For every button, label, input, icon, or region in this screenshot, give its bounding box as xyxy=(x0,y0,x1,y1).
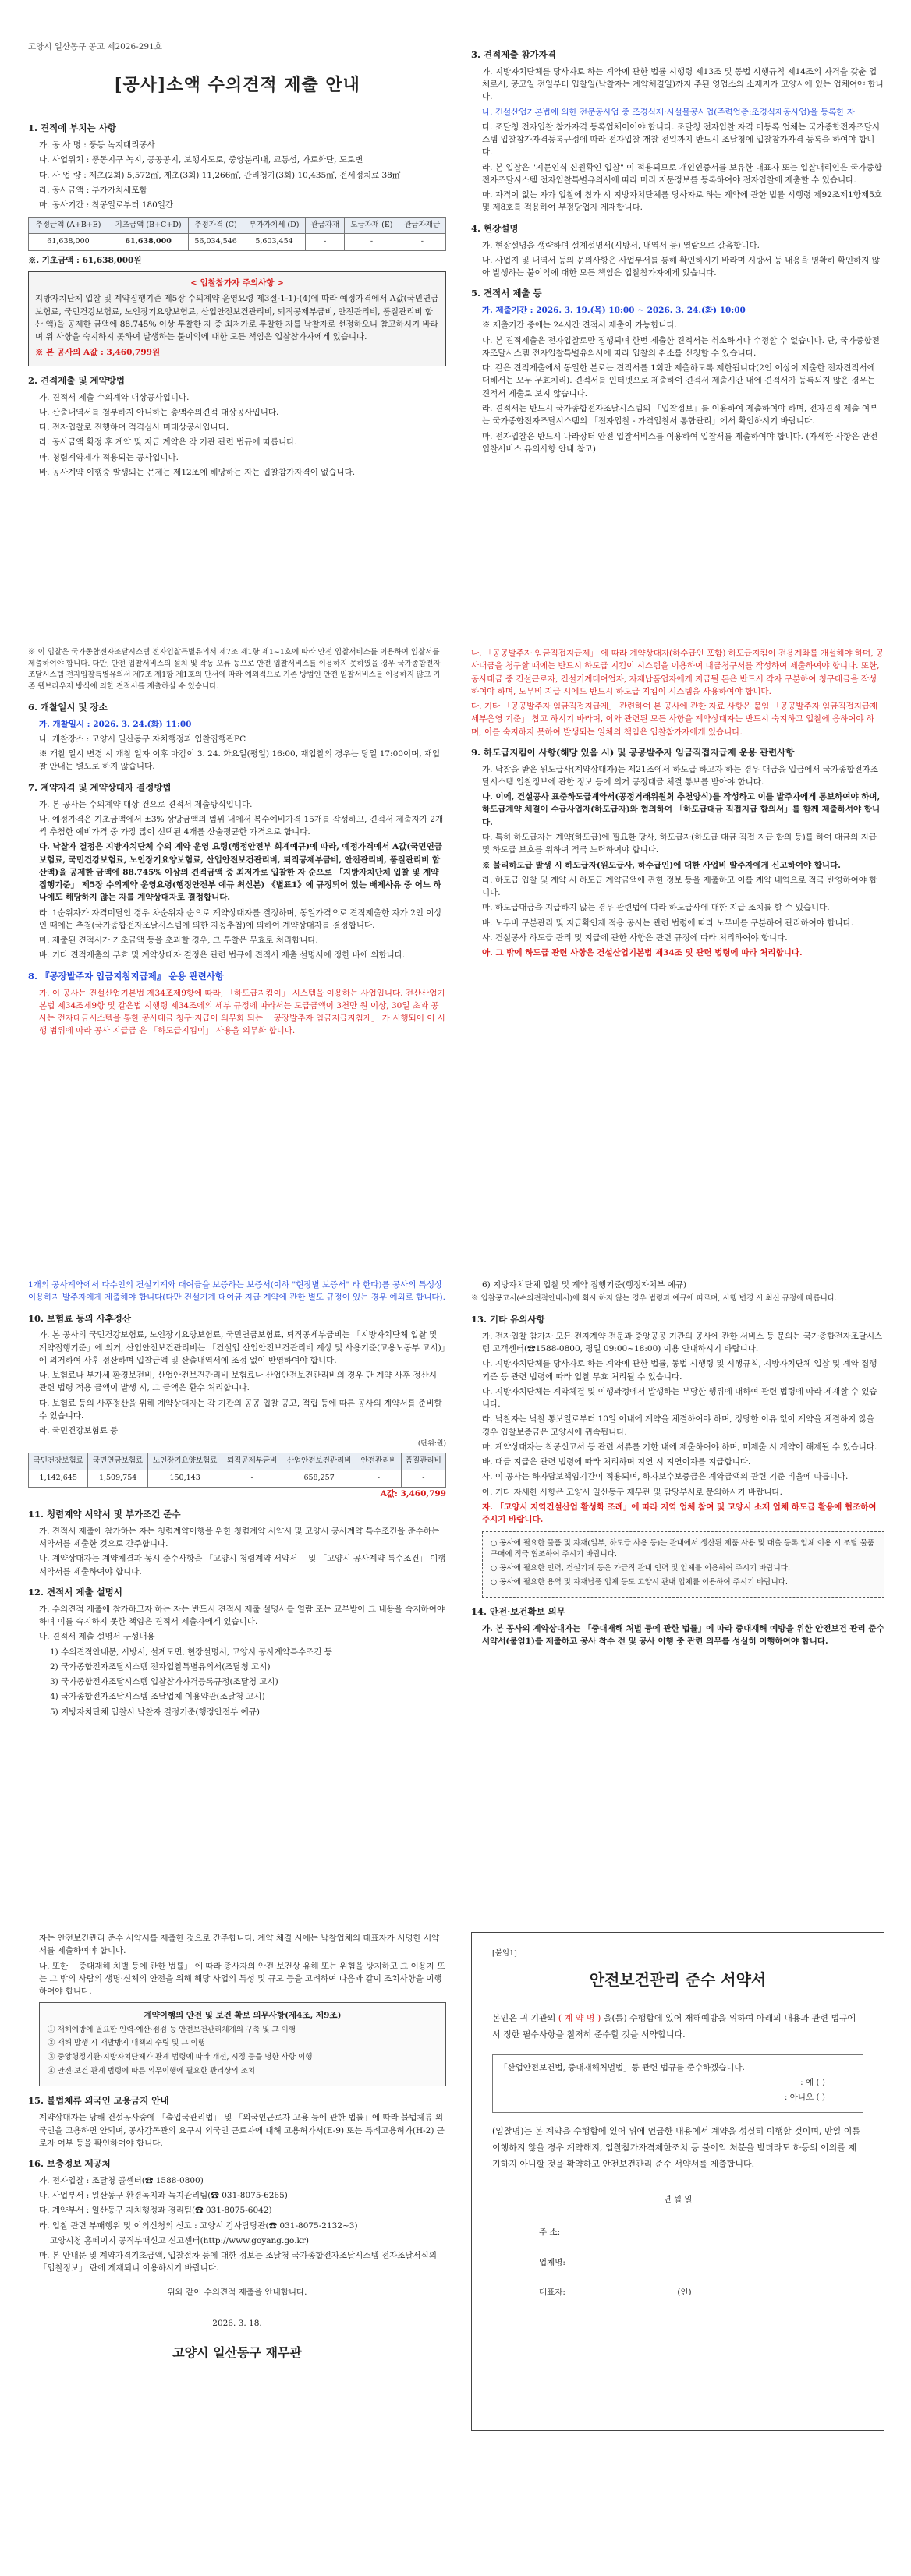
list-item: 나. 견적서 제출 설명서 구성내용 xyxy=(39,1632,155,1642)
list-item: 라. 1순위자가 자격미달인 경우 차순위자 순으로 계약상대자를 결정하며, 동일가격으로 견적제출한 자가 2인 이상인 때에는 추첨(국가종합전자조달시스템에 의한 자동추첨)에 의하여 계약상대자를 결정합니다. xyxy=(39,908,442,930)
list-item: 라. 입찰 관련 부패행위 및 이의신청의 신고 : 고양시 감사담당관(☎ 031-8075-2132~3) xyxy=(39,2220,358,2231)
section-6-heading: 6. 개찰일시 및 장소 xyxy=(28,701,108,713)
guide-text: 지방자치단체 입찰 및 계약집행기준 제5장 수의계약 운영요령 제3절-1-1)-(4)에 따라 예정가격에서 A값(국민연금보험료, 국민건강보험료, 노인장기요양보험료, 산업안전보건관리비, 퇴직공제부금비, 안전관리비, 품질관리비 합산 액)을 공제한 금액에 88.745% 이상 투찰한 자 중 최저가로 투찰한 자를 낙찰자로 선정하오니 참고하시기 바라며 위 사항을 숙지하지 못하여 발생하는 불이익에 대한 모든 책임은 입찰참가자에게 있습니다. xyxy=(35,294,439,342)
list-item: 나. 또한 「중대재해 처벌 등에 관한 법률」 에 따라 종사자의 안전·보건상 유해 또는 위험을 방지하고 그 이용자 또는 그 밖의 사람의 생명·신체의 안전을 위해 해당 사업의 특성 및 규모 등을 고려하여 다음과 같이 조치사항을 이행하여야 합니다. xyxy=(39,1961,445,1997)
section-3-items xyxy=(471,65,884,214)
list-item: ※ 입찰공고서(수의견적안내서)에 회시 하지 않는 경우 법령과 예규에 따르며, 시행 변경 시 최신 규정에 따릅니다. xyxy=(471,1294,838,1304)
list-item: 바. 공사계약 이행중 발생되는 문제는 제12조에 해당하는 자는 입찰참가자격이 없습니다. xyxy=(39,467,356,477)
box-item: ○ 공사에 필요한 인력, 건설기계 등은 가급적 관내 인력 및 업체를 이용하여 주시기 바랍니다. xyxy=(491,1563,790,1573)
table-header: 품질관리비 xyxy=(401,1453,445,1470)
section-12-items xyxy=(28,1603,446,1718)
intro-text: 자는 안전보건관리 준수 서약서를 제출한 것으로 간주합니다. 계약 체결 시에는 낙찰업체의 대표자가 서명한 서약서를 제출하여야 합니다. xyxy=(39,1934,440,1956)
list-item: 나. 사업부서 : 일산동구 환경녹지과 녹지관리팀(☎ 031-8075-6265) xyxy=(39,2191,288,2201)
list-item: 나. 보험료나 부가세 환경보전비, 산업안전보건관리비 보험료나 산업안전보건관리비의 경우 단 계약 사후 정산시 관련 법령 적용 금액이 발생 시, 그 금액은 환수 처리합니다. xyxy=(39,1371,437,1393)
table-cell: 150,143 xyxy=(147,1470,222,1488)
guide-title: < 입찰참가자 주의사항 > xyxy=(190,278,284,288)
list-item: 바. 대금 지급은 관련 법령에 따라 처리하며 지연 시 지연이자를 지급합니다. xyxy=(482,1457,751,1467)
list-item: 가. 이 공사는 건설산업기본법 제34조제9항에 따라, 「하도급지킴이」 시스템을 이용하는 사업입니다. 전산산업기본법 제34조제9항 및 같은법 시행령 제34조에의 세부 규정에 따라서는 도급금액이 3천만 원 이상, 30일 초과 공사는 전자대금시스템을 통한 공사대금 청구·지급이 의무화 되는 「공장발주자 임금지급지침제」 가 시행되어 이 시행 범위에 따라 공사 지급금 은 「하도급지킴이」 사용을 의무화 합니다. xyxy=(39,988,445,1036)
section-6-items xyxy=(28,718,446,773)
list-item: 사. 이 공사는 하자담보책임기간이 적용되며, 하자보수보증금은 계약금액의 관련 기준 비율에 따릅니다. xyxy=(482,1472,849,1482)
table-header: 노인장기요양보험료 xyxy=(147,1453,222,1470)
table-header: 도급자재 (E) xyxy=(345,217,399,234)
section-7-heading: 7. 계약자격 및 계약상대자 결정방법 xyxy=(28,781,172,793)
table-header: 추정금액 (A+B+E) xyxy=(29,217,108,234)
list-item: 마. 계약상대자는 착공신고서 등 관련 서류를 기한 내에 제출하여야 하며, 미제출 시 계약이 해제될 수 있습니다. xyxy=(482,1442,877,1452)
list-item: 라. 하도급 입찰 및 계약 시 하도급 계약금액에 관한 정보 등을 제출하고 이를 계약 내역으로 적극 반영하여야 합니다. xyxy=(482,875,877,898)
list-item: 다. 특히 하도급자는 계약(하도급)에 필요한 당사, 하도급자(하도급 대금 직접 지급 합의 등)를 하여 대금의 지급 및 하도급 보호를 위하여 적극 노력하여야 합니다. xyxy=(482,833,877,855)
list-item: 마. 전자입찰은 반드시 나라장터 안전 입찰서비스를 이용하여 입찰서를 제출하여야 합니다. (자세한 사항은 안전 입찰서비스 유의사항 안내 참고) xyxy=(482,431,878,454)
list-item: 자. 「고양시 지역건설산업 활성화 조례」에 따라 지역 업체 참여 및 고양시 소재 업체 하도급 활용에 협조하여 주시기 바랍니다. xyxy=(482,1502,877,1525)
table-header: 관급자재 xyxy=(306,217,345,234)
list-item: 마. 본 안내문 및 계약가격기초금액, 입찰절차 등에 대한 정보는 조달청 국가종합전자조달시스템 전자조달서식의 「입찰정보」 란에 게재되니 이용하시기 바랍니다. xyxy=(39,2251,437,2273)
list-item: 다. 사 업 량 : 제초(2회) 5,572㎡, 제초(3회) 11,266㎡, 관리청가(3회) 10,435㎡, 전세정치료 38㎡ xyxy=(39,170,401,180)
box-item: ○ 공사에 필요한 물품 및 자재(일부, 하도급 사용 등)는 관내에서 생산된 제품 사용 및 대출 등록 업체 이용 시 조달 물품 구매에 적극 협조하여 주시기 바랍니다. xyxy=(491,1538,875,1559)
box-title: 계약이행의 안전 및 보건 확보 의무사항(제4조, 제9조) xyxy=(144,2011,342,2021)
list-item: 나. 이에, 건설공사 표준하도급계약서(공정거래위원회 추천양식)를 작성하고 이를 발주자에게 통보하여야 하며, 하도급계약 체결이 수급사업자(하도급자)와 협의하여 「하도급대금 직접지급 합의서」를 함께 제출하셔야 합니다. xyxy=(482,792,881,827)
left-column-middle xyxy=(28,647,446,1040)
pledge-form xyxy=(471,1932,884,2431)
section-2-note: ※ 이 입찰은 국가종합전자조달시스템 전자입찰특별유의서 제7조 제1항 제1~1호에 따라 안전 입찰서비스를 이용하여 입찰서를 제출하여야 합니다. 다만, 안전 입찰서비스의 설치 및 작동 오류 등으로 안전 입찰서비스를 이용하지 못하였을 경우 국가종합전자조달시스템 전자입찰특별유의서 제7조 제1항 제1호의 단서에 따라 예외적으로 기존 방법인 안전 입찰서비스를 이용하지 않고 기존 웹브라우저 방식에 의한 견적서를 제출하실 수 있습니다. xyxy=(28,648,441,692)
table-cell: 61,638,000 xyxy=(108,234,189,251)
table-cell: - xyxy=(399,234,445,251)
table-header: 산업안전보건관리비 xyxy=(282,1453,356,1470)
table-cell: - xyxy=(222,1470,282,1488)
table-cell: 658,257 xyxy=(282,1470,356,1488)
insurance-table xyxy=(28,1453,446,1487)
seal-mark: (인) xyxy=(677,2287,692,2297)
table-cell: 1,142,645 xyxy=(29,1470,88,1488)
attachment-tag: [붙임1] xyxy=(492,1949,517,1958)
list-item: 4) 국가종합전자조달시스템 조달업체 이용약관(조달청 고시) xyxy=(50,1692,265,1702)
list-item: 고양시청 홈페이지 공직부패신고 신고센터(http://www.goyang.go.kr) xyxy=(50,2235,310,2245)
section-2-heading: 2. 견적제출 및 계약방법 xyxy=(28,374,125,386)
law-compliance-box xyxy=(492,2054,863,2114)
table-header: 안전관리비 xyxy=(356,1453,401,1470)
right-column-middle xyxy=(471,647,884,961)
list-item: 다. 같은 견적제출에서 동일한 분로는 견적서를 1회만 제출하도록 제한됩니다(2인 이상이 제출한 전자견적서에 대해서는 모두 무효처리). 견적서를 인터넷으로 제출하여 견적서 제출시간 내에 견적서가 등록되지 않은 경우는 견적서 제출로 보지 않습니다. xyxy=(482,363,875,398)
no-option[interactable]: : 아니오 ( ) xyxy=(784,2093,825,2103)
list-item: 나. 계약상대자는 계약체결과 동시 준수사항을 「고양시 청렴계약 서약서」 및 「고양시 공사계약 특수조건」 이행 서약서를 제출하여야 합니다. xyxy=(39,1554,446,1576)
table-header: 추정가격 (C) xyxy=(189,217,243,234)
section-2-items xyxy=(28,391,446,479)
contract-name-field[interactable]: ( 계 약 명 ) xyxy=(558,2012,601,2023)
list-item: 바. 기타 견적제출의 무효 및 계약상대자 결정은 관련 법규에 견적서 제출 설명서에 정한 바에 의합니다. xyxy=(39,950,406,961)
list-item: ※ 제출기간 중에는 24시간 견적서 제출이 가능합니다. xyxy=(482,320,678,331)
list-item: 다. 조달청 전자입찰 참가자격 등록업체이어야 합니다. 조달청 전자입찰 자격 미등록 업체는 국가종합전자조달시스템 입찰참가자격등록규정에 따라 전자입찰 개찰 전일까지 반드시 조달청에 입찰참가자격 등록을 하여야 합니다. xyxy=(482,122,880,157)
list-item: 가. 전자입찰 참가자 모든 전자계약 전문과 중앙공공 기관의 공사에 관한 서비스 등 문의는 국가종합전자조달시스템 고객센터(☎1588-0800, 평일 09:00~18:00) 이용 안내하시기 바랍니다. xyxy=(482,1331,883,1354)
guide-a-value: ※ 본 공사의 A값 : 3,460,799원 xyxy=(35,347,161,357)
list-item: 다. 전자입찰로 진행하며 적격심사 미대상공사입니다. xyxy=(39,423,229,433)
section-15-heading: 15. 불법체류 외국인 고용금지 안내 xyxy=(28,2095,169,2107)
table-cell: 61,638,000 xyxy=(29,234,108,251)
pledge-text: 을(를) 수행함에 있어 재해예방을 위하여 아래의 내용과 관련 법규에서 정한 필수사항을 철저히 준수할 것을 서약합니다. xyxy=(492,2012,856,2040)
table-header: 퇴직공제부금비 xyxy=(222,1453,282,1470)
list-item: 마. 청렴계약제가 적용되는 공사입니다. xyxy=(39,452,179,462)
list-item: 2) 국가종합전자조달시스템 전자입찰특별유의서(조달청 고시) xyxy=(50,1661,271,1672)
notice-header: 고양시 일산동구 공고 제2026-291호 xyxy=(28,42,162,51)
list-item: 6) 지방자치단체 입찰 및 계약 집행기준(행정자치부 예규) xyxy=(482,1280,687,1290)
table-cell: - xyxy=(345,234,399,251)
section-14-heading: 14. 안전·보건확보 의무 xyxy=(471,1606,565,1618)
table-header: 관급자재금 xyxy=(399,217,445,234)
list-item: 아. 그 밖에 하도급 관련 사항은 건설산업기본법 제34조 및 관련 법령에 따라 처리합니다. xyxy=(482,948,803,958)
section-14-items xyxy=(471,1622,884,1648)
list-item: 라. 공사금액 확정 후 계약 및 지급 계약은 각 기관 관련 법규에 따릅니다. xyxy=(39,437,297,448)
section-8b-text2: 다. 기타 「공공발주자 임금직접지급제」 관련하여 본 공사에 관한 자료 사항은 붙임 「공공발주자 임금직접지급제 세부운영 기준」 참고 하시기 바라며, 이와 관련된 모든 사항을 계약상대자는 반드시 숙지하고 입찰에 응하여야 하며, 이를 숙지하지 못하여 발생되는 일체의 책임은 입찰참가자에게 있습니다. xyxy=(471,702,878,737)
table-unit: (단위:원) xyxy=(417,1440,446,1449)
table-cell: - xyxy=(401,1470,445,1488)
list-item: 나. 사업지 및 내역서 등의 문의사항은 사업부서를 통해 확인하시기 바라며 시방서 등 내용을 명확히 확인하지 않아 발생하는 불이익에 대한 모든 책임은 입찰참가자에게 있습니다. xyxy=(482,255,880,278)
table-cell: - xyxy=(356,1470,401,1488)
section-5-heading: 5. 견적서 제출 등 xyxy=(471,288,542,299)
section-4-heading: 4. 현장설명 xyxy=(471,222,519,234)
list-item: 3) 국가종합전자조달시스템 입찰참가자격등록규정(조달청 고시) xyxy=(50,1677,278,1687)
list-item: 가. 본 공사의 계약상대자는 「중대재해 처벌 등에 관한 법률」에 따라 중대재해 예방을 위한 안전보건 관리 준수 서약서(붙임1)를 제출하고 공사 착수 전 및 공사 이행 중 관련 의무를 성실히 이행하여야 합니다. xyxy=(482,1624,884,1647)
table-header: 부가가치세 (D) xyxy=(243,217,305,234)
cost-table xyxy=(28,217,446,251)
list-item: 사. 건설공사 하도급 관리 및 지급에 관한 사항은 관련 규정에 따라 처리하여야 합니다. xyxy=(482,932,788,943)
section-7-items xyxy=(28,798,446,962)
pledge-title: 안전보건관리 준수 서약서 xyxy=(589,1969,767,1989)
box-item: ① 재해예방에 필요한 인력·예산·점검 등 안전보건관리체계의 구축 및 그 이행 xyxy=(48,2025,296,2034)
section-16-items xyxy=(28,2174,446,2275)
list-item: 아. 기타 자세한 사항은 고양시 일산동구 재무관 및 담당부서로 문의하시기 바랍니다. xyxy=(482,1487,782,1497)
base-amount: ※. 기초금액 : 61,638,000원 xyxy=(28,255,142,265)
list-item: 라. 낙찰자는 낙찰 통보일로부터 10일 이내에 계약을 체결하여야 하며, 정당한 이유 없이 계약을 체결하지 않을 경우 입찰보증금은 고양시에 귀속됩니다. xyxy=(482,1414,874,1437)
section-1-items xyxy=(28,139,446,211)
table-header: 기초금액 (B+C+D) xyxy=(108,217,189,234)
address-field[interactable]: 주 소: xyxy=(539,2227,561,2238)
table-header: 국민건강보험료 xyxy=(29,1453,88,1470)
table-cell: 5,603,454 xyxy=(243,234,305,251)
section-13-heading: 13. 기타 유의사항 xyxy=(471,1313,545,1325)
list-item: 가. 수의견적 제출에 참가하고자 하는 자는 반드시 견적서 제출 설명서를 열람 또는 교부받아 그 내용을 숙지하여야 하며 이를 숙지하지 못한 책임은 견적서 제출자에게 있습니다. xyxy=(39,1604,445,1627)
list-item: 마. 하도급대금을 지급하지 않는 경우 관련법에 따라 하도급사에 대한 지급 조치를 할 수 있습니다. xyxy=(482,903,830,913)
list-item: 나. 산출내역서를 첨부하지 아니하는 총액수의견적 대상공사입니다. xyxy=(39,407,279,417)
left-column-top xyxy=(28,41,446,481)
list-item: 라. 공사금액 : 부가가치세포함 xyxy=(39,185,147,195)
list-item: 1) 수의견적안내문, 시방서, 설계도면, 현장설명서, 고양시 공사계약특수조건 등 xyxy=(50,1647,332,1657)
box-item: ③ 중앙행정기관·지방자치단체가 관계 법령에 따라 개선, 시정 등을 명한 사항 이행 xyxy=(48,2053,313,2062)
representative-label[interactable]: 대표자: xyxy=(539,2287,565,2297)
pledge-frame xyxy=(471,1932,884,2431)
list-item: 가. 견적서 제출에 참가하는 자는 청렴계약이행을 위한 청렴계약 서약서 및 고양시 공사계약 특수조건을 준수하는 서약서를 제출한 것으로 간주합니다. xyxy=(39,1526,440,1549)
list-item: 라. 견적서는 반드시 국가종합전자조달시스템의 「입찰정보」를 이용하여 제출하여야 하며, 전자견적 제출 여부는 국가종합전자조달시스템의 「전자입찰 - 가격입찰서 통합관리」에서 확인하시기 바랍니다. xyxy=(482,404,878,426)
list-item: 나. 본 견적제출은 전자입찰로만 집행되며 한번 제출한 견적서는 취소하거나 수정할 수 없습니다. 단, 국가종합전자조달시스템 전자입찰특별유의서에 따라 입찰의 취소를 신청할 수 있습니다. xyxy=(482,335,880,358)
issuer-name: 고양시 일산동구 재무관 xyxy=(172,2345,302,2361)
table-cell: 1,509,754 xyxy=(88,1470,147,1488)
list-item: 가. 지방자치단체를 당사자로 하는 계약에 관한 법률 시행령 제13조 및 동법 시행규칙 제14조의 자격을 갖춘 업체로서, 공고일 전일부터 입찰일(낙찰자는 계약체결일)까지 주된 영업소의 소재지가 고양시에 있는 업체여야 합니다. xyxy=(482,66,884,102)
obligation-box xyxy=(39,2002,446,2086)
list-item: 라. 본 입찰은 "지문인식 신원확인 입찰" 이 적용되므로 개인인증서를 보유한 대표자 또는 입찰대리인은 국가종합전자조달시스템 전자입찰특별유의서에 따라 미리 지문정보를 등록하여야 전자입찰에 제출할 수 있습니다. xyxy=(482,162,882,185)
right-column-top xyxy=(471,41,884,458)
section-5-items xyxy=(471,304,884,455)
list-item: 가. 본 공사는 수의계약 대상 건으로 견적서 제출방식입니다. xyxy=(39,799,253,809)
left-column-bottom xyxy=(28,1932,446,2363)
table-cell: - xyxy=(306,234,345,251)
list-item: 라. 국민건강보험료 등 xyxy=(39,1426,119,1436)
list-item: 가. 개찰일시 : 2026. 3. 24.(화) 11:00 xyxy=(39,719,192,729)
pledge-paragraph-2: (입찰명)는 본 계약을 수행함에 있어 위에 언급한 내용에서 계약을 성실히 이행할 것이며, 만일 이를 이행하지 않을 경우 계약해지, 입찰참가자격제한조치 등 불이익 처분을 받더라도 하등의 이의를 제기하지 아니할 것을 확약하고 안전보건관리 준수 서약서를 제출합니다. xyxy=(492,2126,860,2170)
list-item: 마. 제출된 견적서가 기초금액 등을 초과할 경우, 그 투찰은 무효로 처리합니다. xyxy=(39,936,318,946)
section-4-items xyxy=(471,239,884,280)
list-item: 나. 개찰장소 : 고양시 일산동구 자치행정과 입찰집행관PC xyxy=(39,734,246,744)
list-item: 가. 공 사 명 : 풍동 녹지대리공사 xyxy=(39,140,155,150)
list-item: 나. 사업위치 : 풍동지구 녹지, 공공공지, 보행자도로, 중앙분리대, 교통섬, 가로화단, 도로변 xyxy=(39,155,363,165)
section-3-heading: 3. 견적제출 참가자격 xyxy=(471,49,556,60)
local-business-box xyxy=(482,1531,884,1598)
box-item: ② 재해 발생 시 재발방지 대책의 수립 및 그 이행 xyxy=(48,2039,205,2048)
list-item: 가. 견적서 제출 수의계약 대상공사입니다. xyxy=(39,392,190,402)
list-item: 바. 노무비 구분관리 및 지급확인제 적용 공사는 관련 법령에 따라 노무비를 구분하여 관리하여야 합니다. xyxy=(482,918,854,928)
pledge-text: 본인은 귀 기관의 xyxy=(492,2012,556,2023)
list-item: 다. 보험료 등의 사후정산을 위해 계약상대자는 각 기관의 공공 입찰 공고, 적립 등에 따른 공사의 계약서를 준비할 수 있습니다. xyxy=(39,1398,442,1421)
representative-field xyxy=(539,2286,863,2298)
section-8-items xyxy=(28,987,446,1038)
section-8-heading: 8. 『공장발주자 입금지침지급제』 운용 관련사항 xyxy=(28,970,224,982)
section-13-items xyxy=(471,1330,884,1598)
list-item: 가. 현장설명을 생략하며 설계설명서(시방서, 내역서 등) 열람으로 갈음합니다. xyxy=(482,240,760,250)
list-item: 다. 지방자치단체는 계약체결 및 이행과정에서 발생하는 부당한 행위에 대하여 관련 법령에 따라 제재할 수 있습니다. xyxy=(482,1386,877,1410)
section-9-items xyxy=(471,763,884,960)
list-item: 마. 공사기간 : 착공일로부터 180일간 xyxy=(39,200,174,211)
bidder-guide-box xyxy=(28,271,446,366)
section-11-heading: 11. 청렴계약 서약서 및 부가조건 준수 xyxy=(28,1509,181,1520)
issue-date: 2026. 3. 18. xyxy=(212,2319,262,2329)
law-question: 「산업안전보건법, 중대재해처벌법」등 관련 법규를 준수하겠습니다. xyxy=(499,2062,745,2072)
section-12-heading: 12. 견적서 제출 설명서 xyxy=(28,1586,122,1598)
section-9-heading: 9. 하도급지킴이 사항(해당 있음 시) 및 공공발주자 임금직접지급제 운용 관련사항 xyxy=(471,746,795,758)
list-item: ※ 개찰 일시 변경 시 개찰 일자 이후 마감이 3. 24. 화요일(평일) 16:00, 재입찰의 경우는 당일 17:00이며, 재입찰 안내는 별도로 하지 않습니다. xyxy=(39,749,441,772)
section-8b-text: 나. 「공공발주자 임금직접지급제」 에 따라 계약상대자(하수급인 포함) 하도급지킴이 전용계좌를 개설해야 하며, 공사대금을 청구할 때에는 반드시 하도급 지킴이 시스템을 이용하여 대금청구서를 작성하여 제출하여야 합니다. 또한, 공사대금 중 건설근로자, 건설기계대여업자, 자재납품업자에게 지급될 돈은 반드시 각자 구분하여 청구대금을 작성하여야 하며, 노무비 지급 시에도 반드시 하도급 지킴이 시스템을 사용하여야 합니다. xyxy=(471,649,884,696)
left-column-lower xyxy=(28,1279,446,1721)
pledge-paragraph-1 xyxy=(492,2011,863,2043)
section-10-heading: 10. 보험료 등의 사후정산 xyxy=(28,1312,131,1324)
section-16-heading: 16. 보충정보 제공처 xyxy=(28,2158,111,2170)
company-field[interactable]: 업체명: xyxy=(539,2257,565,2267)
list-item: ※ 불리하도급 발생 시 하도급자(원도급사, 하수급인)에 대한 사업비 발주자에게 신고하여야 합니다. xyxy=(482,860,841,870)
table-header: 국민연금보험료 xyxy=(88,1453,147,1470)
list-item: 다. 계약부서 : 일산동구 자치행정과 경리팀(☎ 031-8075-6042) xyxy=(39,2206,272,2216)
section-15-text: 계약상대자는 당해 건설공사중에 「출입국관리법」 및 「외국인근로자 고용 등에 관한 법률」에 따라 불법체류 외국인을 고용하면 안되며, 공사감독관의 요구시 외국인 근로자에 대해 고용허가서(E-9) 또는 특례고용허가(H-2) 근로자 여부 등을 확인하여야 합니다. xyxy=(39,2113,445,2148)
list-item: 가. 본 공사의 국민건강보험료, 노인장기요양보험료, 국민연금보험료, 퇴직공제부금비는 「지방자치단체 입찰 및 계약집행기준」에 의거, 산업안전보건관리비는 「건설업 산업안전보건관리비 계상 및 사용기준(고용노동부 고시)」에 의거하여 사후 정산하며 입찰금액 및 산출내역서에 조정 없이 반영하여야 합니다. xyxy=(39,1330,445,1365)
section-10-items xyxy=(28,1329,446,1437)
yes-option[interactable]: : 예 ( ) xyxy=(800,2077,825,2087)
list-item: 가. 낙찰을 받은 원도급사(계약상대자)는 제21조에서 하도급 하고자 하는 경우 대금을 입금에서 국가종합전자조달시스템 입찰정보에 관한 정보 등에 의거 공정대금 체결 통보를 받아야 합니다. xyxy=(482,764,878,787)
list-item: 가. 제출기간 : 2026. 3. 19.(목) 10:00 ~ 2026. 3. 24.(화) 10:00 xyxy=(482,306,746,316)
section-8-extra: 1개의 공사계약에서 다수인의 건설기계와 대여금을 보증하는 보증서(이하 "현장별 보증서" 라 한다)를 공사의 특성상 이용하지 발주자에게 제출해야 합니다(다만 건설기계 대여금 지급 계약에 관한 별도 규정이 있는 경우 예외로 합니다). xyxy=(28,1280,445,1303)
right-column-lower xyxy=(471,1279,884,1651)
section-1-heading: 1. 견적에 부치는 사항 xyxy=(28,122,116,134)
list-item: 나. 지방자치단체를 당사자로 하는 계약에 관한 법률, 동법 시행령 및 시행규칙, 지방자치단체 입찰 및 계약 집행기준 등 관련 법령에 따라 입찰 무효 처리될 수 있습니다. xyxy=(482,1359,877,1382)
section-11-items xyxy=(28,1525,446,1578)
list-item: 나. 예정가격은 기초금액에서 ±3% 상당금액의 범위 내에서 복수예비가격 15개를 작성하고, 견적서 제출자가 2개씩 추첨한 예비가격 중 가장 많이 선택된 4개를 산술평균한 가격으로 합니다. xyxy=(39,814,444,837)
pledge-date: 년 월 일 xyxy=(663,2194,693,2204)
box-item: ○ 공사에 필요한 용역 및 자재납품 업체 등도 고양시 관내 업체를 이용하여 주시기 바랍니다. xyxy=(491,1577,788,1587)
closing-text: 위와 같이 수의견적 제출을 안내합니다. xyxy=(167,2287,307,2297)
list-item: 가. 전자입찰 : 조달청 콜센터(☎ 1588-0800) xyxy=(39,2175,204,2185)
list-item: 나. 건설산업기본법에 의한 전문공사업 중 조경식재·시설물공사업(주력업종:조경식재공사업)을 등록한 자 xyxy=(482,107,855,117)
table-cell: 56,034,546 xyxy=(189,234,243,251)
box-item: ④ 안전·보건 관계 법령에 따른 의무이행에 필요한 관리상의 조치 xyxy=(48,2066,256,2075)
list-item: 5) 지방자치단체 입찰시 낙찰자 결정기준(행정안전부 예규) xyxy=(50,1707,260,1717)
page-title: [공사]소액 수의견적 제출 안내 xyxy=(114,75,360,96)
list-item: 마. 자격이 없는 자가 입찰에 참가 시 지방자치단체를 당사자로 하는 계약에 관한 법률 시행령 제92조제1항제5호 및 제8호를 적용하여 부정당업자 제재합니다. xyxy=(482,190,882,213)
a-total: A값: 3,460,799 xyxy=(380,1488,446,1499)
list-item: 다. 낙찰자 결정은 지방자치단체 수의 계약 운영 요령(행정안전부 회계예규)에 따라, 예정가격에서 A값(국민연금보험료, 국민건강보험료, 노인장기요양보험료, 산업안전보건관리비, 퇴직공제부금비, 안전관리비, 품질관리비 합산액)을 공제한 금액에 88.745% 이상의 견적금액 중 최저가로 입찰한 자 순으로 「지방자치단체 입찰 및 계약집행기준」 제5장 수의계약 운영요령(행정안전부 예규 최신본) 《별표1》에 규정되어 있는 배제사유 중 어느 하나에도 해당하지 않는 자를 계약상대자로 결정합니다. xyxy=(39,842,442,903)
